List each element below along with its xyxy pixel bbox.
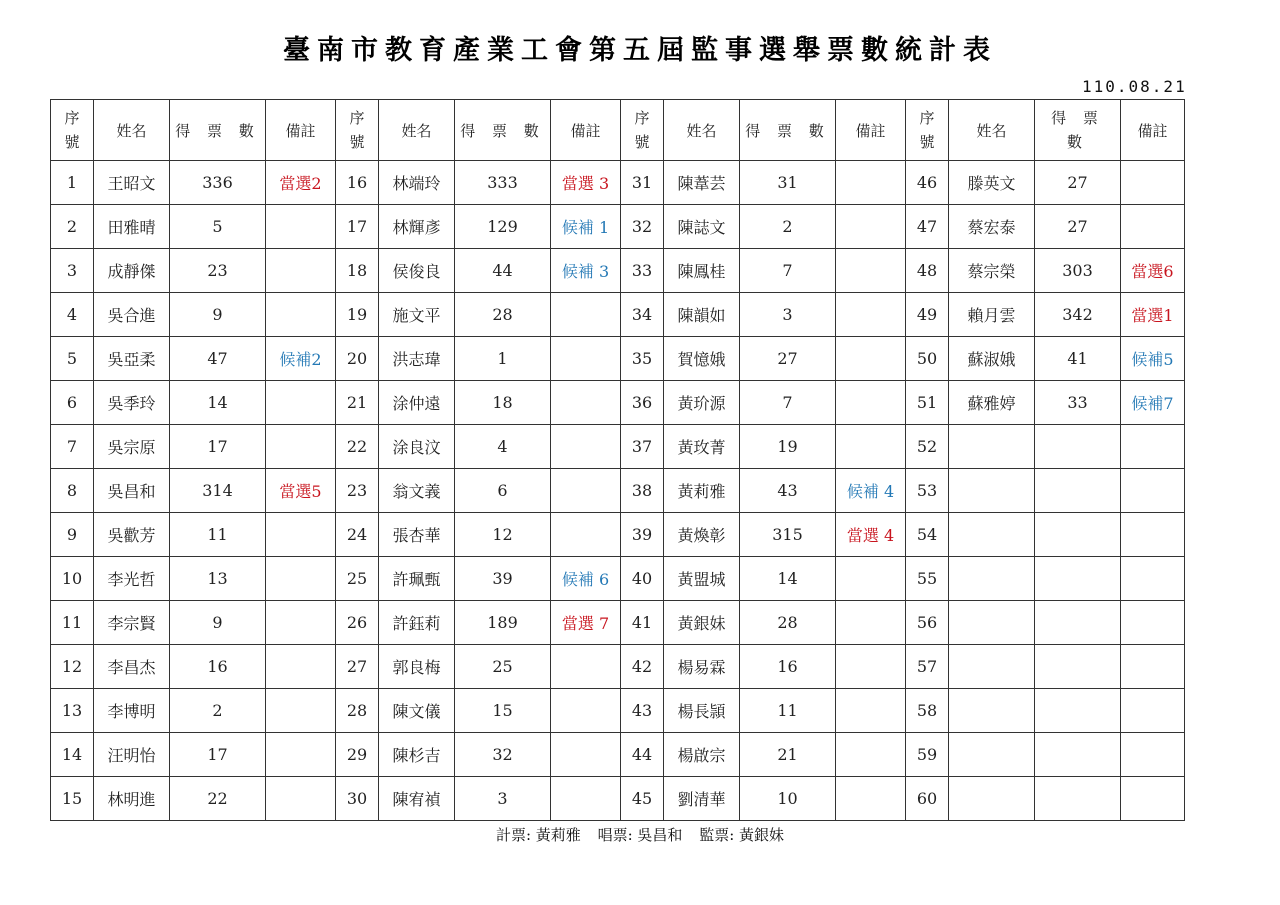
footer-caller: 唱票: 吳昌和 [597, 826, 683, 844]
table-row [51, 469, 1185, 513]
table-row [51, 249, 1185, 293]
header-votes: 得 票 數 [170, 100, 266, 161]
name-cell: 汪明怡 [94, 733, 170, 777]
votes-cell: 303 [1035, 249, 1121, 293]
seq-cell: 7 [51, 425, 94, 469]
note-cell [1121, 513, 1185, 557]
votes-cell: 12 [455, 513, 551, 557]
header-note: 備註 [266, 100, 336, 161]
note-cell [551, 469, 621, 513]
note-cell [836, 733, 906, 777]
note-cell [551, 381, 621, 425]
table-row [51, 645, 1185, 689]
seq-cell: 19 [336, 293, 379, 337]
seq-cell: 23 [336, 469, 379, 513]
seq-cell: 52 [906, 425, 949, 469]
note-cell [551, 645, 621, 689]
seq-cell: 1 [51, 161, 94, 205]
note-cell [836, 777, 906, 821]
seq-cell: 30 [336, 777, 379, 821]
votes-cell [1035, 777, 1121, 821]
votes-cell: 32 [455, 733, 551, 777]
name-cell: 李光哲 [94, 557, 170, 601]
note-cell: 當選 3 [551, 161, 621, 205]
votes-cell: 17 [170, 425, 266, 469]
seq-cell: 40 [621, 557, 664, 601]
seq-cell: 20 [336, 337, 379, 381]
votes-cell: 4 [455, 425, 551, 469]
name-cell: 林端玲 [379, 161, 455, 205]
note-cell [266, 733, 336, 777]
name-cell: 滕英文 [949, 161, 1035, 205]
note-cell: 候補 3 [551, 249, 621, 293]
header-note: 備註 [836, 100, 906, 161]
table-row [51, 689, 1185, 733]
name-cell: 黃玠源 [664, 381, 740, 425]
votes-cell: 17 [170, 733, 266, 777]
votes-cell: 31 [740, 161, 836, 205]
seq-cell: 17 [336, 205, 379, 249]
votes-cell: 15 [455, 689, 551, 733]
note-cell [836, 205, 906, 249]
seq-cell: 34 [621, 293, 664, 337]
name-cell: 蘇雅婷 [949, 381, 1035, 425]
name-cell: 吳昌和 [94, 469, 170, 513]
note-cell [836, 293, 906, 337]
note-cell [266, 425, 336, 469]
votes-cell: 6 [455, 469, 551, 513]
votes-cell: 21 [740, 733, 836, 777]
note-cell [1121, 645, 1185, 689]
note-cell [266, 601, 336, 645]
name-cell: 蘇淑娥 [949, 337, 1035, 381]
seq-cell: 58 [906, 689, 949, 733]
name-cell: 侯俊良 [379, 249, 455, 293]
note-cell: 當選5 [266, 469, 336, 513]
note-cell: 當選6 [1121, 249, 1185, 293]
votes-cell [1035, 601, 1121, 645]
name-cell: 涂良汶 [379, 425, 455, 469]
note-cell: 候補 6 [551, 557, 621, 601]
name-cell [949, 425, 1035, 469]
seq-cell: 60 [906, 777, 949, 821]
footer-signatures [0, 824, 1280, 845]
note-cell [551, 425, 621, 469]
seq-cell: 54 [906, 513, 949, 557]
note-cell [1121, 557, 1185, 601]
note-cell [1121, 161, 1185, 205]
name-cell [949, 601, 1035, 645]
note-cell [1121, 733, 1185, 777]
votes-cell: 25 [455, 645, 551, 689]
votes-cell: 16 [170, 645, 266, 689]
votes-cell: 16 [740, 645, 836, 689]
note-cell: 當選 7 [551, 601, 621, 645]
seq-cell: 11 [51, 601, 94, 645]
seq-cell: 38 [621, 469, 664, 513]
name-cell: 涂仲遠 [379, 381, 455, 425]
name-cell: 黃盟城 [664, 557, 740, 601]
note-cell [266, 689, 336, 733]
table-row [51, 513, 1185, 557]
document-title: 臺南市教育產業工會第五屆監事選舉票數統計表 [283, 35, 997, 66]
seq-cell: 14 [51, 733, 94, 777]
name-cell: 洪志瑋 [379, 337, 455, 381]
votes-cell: 14 [170, 381, 266, 425]
name-cell: 黃銀妹 [664, 601, 740, 645]
header-name: 姓名 [949, 100, 1035, 161]
seq-cell: 28 [336, 689, 379, 733]
header-note: 備註 [551, 100, 621, 161]
note-cell [551, 777, 621, 821]
name-cell: 施文平 [379, 293, 455, 337]
seq-cell: 42 [621, 645, 664, 689]
name-cell: 張杏華 [379, 513, 455, 557]
votes-cell [1035, 513, 1121, 557]
note-cell: 候補2 [266, 337, 336, 381]
note-cell [551, 293, 621, 337]
note-cell: 當選 4 [836, 513, 906, 557]
votes-cell: 27 [1035, 205, 1121, 249]
seq-cell: 6 [51, 381, 94, 425]
seq-cell: 33 [621, 249, 664, 293]
name-cell: 李博明 [94, 689, 170, 733]
seq-cell: 5 [51, 337, 94, 381]
seq-cell: 45 [621, 777, 664, 821]
header-votes: 得 票 數 [455, 100, 551, 161]
name-cell: 成靜傑 [94, 249, 170, 293]
seq-cell: 18 [336, 249, 379, 293]
note-cell: 候補7 [1121, 381, 1185, 425]
header-seq: 序 號 [906, 100, 949, 161]
seq-cell: 4 [51, 293, 94, 337]
table-row [51, 601, 1185, 645]
name-cell: 陳誌文 [664, 205, 740, 249]
header-name: 姓名 [664, 100, 740, 161]
note-cell [836, 249, 906, 293]
header-seq: 序 號 [621, 100, 664, 161]
votes-cell: 28 [455, 293, 551, 337]
name-cell: 王昭文 [94, 161, 170, 205]
seq-cell: 44 [621, 733, 664, 777]
votes-cell: 189 [455, 601, 551, 645]
note-cell [1121, 601, 1185, 645]
votes-cell [1035, 425, 1121, 469]
votes-cell: 18 [455, 381, 551, 425]
seq-cell: 29 [336, 733, 379, 777]
note-cell: 當選1 [1121, 293, 1185, 337]
note-cell [836, 645, 906, 689]
seq-cell: 31 [621, 161, 664, 205]
votes-cell: 314 [170, 469, 266, 513]
note-cell [551, 337, 621, 381]
name-cell [949, 469, 1035, 513]
votes-cell: 19 [740, 425, 836, 469]
name-cell: 李宗賢 [94, 601, 170, 645]
note-cell [836, 425, 906, 469]
seq-cell: 27 [336, 645, 379, 689]
votes-cell: 41 [1035, 337, 1121, 381]
note-cell: 候補 1 [551, 205, 621, 249]
seq-cell: 41 [621, 601, 664, 645]
name-cell: 楊啟宗 [664, 733, 740, 777]
votes-cell: 28 [740, 601, 836, 645]
votes-cell [1035, 645, 1121, 689]
note-cell [836, 337, 906, 381]
table-row [51, 381, 1185, 425]
seq-cell: 48 [906, 249, 949, 293]
seq-cell: 47 [906, 205, 949, 249]
seq-cell: 37 [621, 425, 664, 469]
votes-cell: 14 [740, 557, 836, 601]
name-cell: 陳韻如 [664, 293, 740, 337]
votes-cell: 27 [740, 337, 836, 381]
seq-cell: 13 [51, 689, 94, 733]
name-cell: 黃煥彰 [664, 513, 740, 557]
name-cell: 黃玫菁 [664, 425, 740, 469]
name-cell: 陳杉吉 [379, 733, 455, 777]
table-row [51, 777, 1185, 821]
votes-cell: 44 [455, 249, 551, 293]
votes-cell [1035, 689, 1121, 733]
seq-cell: 3 [51, 249, 94, 293]
seq-cell: 8 [51, 469, 94, 513]
header-votes: 得 票 數 [1035, 100, 1121, 161]
name-cell: 李昌杰 [94, 645, 170, 689]
name-cell: 吳季玲 [94, 381, 170, 425]
name-cell: 陳宥禎 [379, 777, 455, 821]
votes-cell: 333 [455, 161, 551, 205]
votes-cell: 23 [170, 249, 266, 293]
seq-cell: 22 [336, 425, 379, 469]
header-votes: 得 票 數 [740, 100, 836, 161]
name-cell [949, 689, 1035, 733]
seq-cell: 57 [906, 645, 949, 689]
footer-counter: 計票: 黃莉雅 [495, 826, 581, 844]
votes-cell: 2 [170, 689, 266, 733]
name-cell: 楊易霖 [664, 645, 740, 689]
name-cell: 陳鳳桂 [664, 249, 740, 293]
seq-cell: 43 [621, 689, 664, 733]
note-cell [266, 381, 336, 425]
seq-cell: 39 [621, 513, 664, 557]
seq-cell: 35 [621, 337, 664, 381]
votes-cell: 3 [455, 777, 551, 821]
votes-cell: 7 [740, 249, 836, 293]
table-row [51, 733, 1185, 777]
note-cell [1121, 425, 1185, 469]
seq-cell: 15 [51, 777, 94, 821]
name-cell [949, 645, 1035, 689]
seq-cell: 53 [906, 469, 949, 513]
votes-cell: 342 [1035, 293, 1121, 337]
seq-cell: 21 [336, 381, 379, 425]
document-date: 110.08.21 [1082, 77, 1187, 96]
name-cell: 楊長頴 [664, 689, 740, 733]
name-cell: 林輝彥 [379, 205, 455, 249]
header-seq: 序 號 [336, 100, 379, 161]
vote-count-table [50, 99, 1185, 821]
note-cell [551, 733, 621, 777]
note-cell [551, 689, 621, 733]
note-cell [266, 293, 336, 337]
note-cell [836, 381, 906, 425]
seq-cell: 32 [621, 205, 664, 249]
votes-cell: 33 [1035, 381, 1121, 425]
note-cell [266, 249, 336, 293]
note-cell [836, 161, 906, 205]
votes-cell: 2 [740, 205, 836, 249]
note-cell: 候補 4 [836, 469, 906, 513]
name-cell: 許珮甄 [379, 557, 455, 601]
seq-cell: 24 [336, 513, 379, 557]
note-cell [836, 557, 906, 601]
table-row [51, 425, 1185, 469]
name-cell: 賴月雲 [949, 293, 1035, 337]
table-header-row [51, 100, 1185, 161]
name-cell: 吳宗原 [94, 425, 170, 469]
note-cell [1121, 777, 1185, 821]
name-cell [949, 777, 1035, 821]
name-cell: 陳葦芸 [664, 161, 740, 205]
votes-cell: 336 [170, 161, 266, 205]
name-cell: 賀憶娥 [664, 337, 740, 381]
votes-cell: 1 [455, 337, 551, 381]
name-cell: 劉清華 [664, 777, 740, 821]
votes-cell: 7 [740, 381, 836, 425]
seq-cell: 51 [906, 381, 949, 425]
seq-cell: 9 [51, 513, 94, 557]
name-cell [949, 557, 1035, 601]
name-cell [949, 733, 1035, 777]
note-cell [266, 777, 336, 821]
note-cell [266, 557, 336, 601]
seq-cell: 26 [336, 601, 379, 645]
name-cell: 翁文義 [379, 469, 455, 513]
seq-cell: 25 [336, 557, 379, 601]
name-cell: 蔡宗榮 [949, 249, 1035, 293]
header-seq: 序 號 [51, 100, 94, 161]
note-cell [1121, 689, 1185, 733]
seq-cell: 50 [906, 337, 949, 381]
votes-cell: 11 [740, 689, 836, 733]
votes-cell [1035, 557, 1121, 601]
name-cell: 郭良梅 [379, 645, 455, 689]
votes-cell: 10 [740, 777, 836, 821]
seq-cell: 10 [51, 557, 94, 601]
name-cell [949, 513, 1035, 557]
votes-cell: 5 [170, 205, 266, 249]
votes-cell [1035, 733, 1121, 777]
name-cell: 吳亞柔 [94, 337, 170, 381]
seq-cell: 16 [336, 161, 379, 205]
votes-cell: 47 [170, 337, 266, 381]
header-name: 姓名 [94, 100, 170, 161]
note-cell [266, 205, 336, 249]
name-cell: 林明進 [94, 777, 170, 821]
note-cell [266, 513, 336, 557]
name-cell: 陳文儀 [379, 689, 455, 733]
votes-cell: 22 [170, 777, 266, 821]
note-cell [1121, 469, 1185, 513]
votes-cell: 27 [1035, 161, 1121, 205]
seq-cell: 49 [906, 293, 949, 337]
name-cell: 吳合進 [94, 293, 170, 337]
votes-cell: 13 [170, 557, 266, 601]
votes-cell: 9 [170, 601, 266, 645]
note-cell [836, 601, 906, 645]
name-cell: 蔡宏泰 [949, 205, 1035, 249]
note-cell [266, 645, 336, 689]
note-cell [1121, 205, 1185, 249]
votes-cell: 39 [455, 557, 551, 601]
note-cell [836, 689, 906, 733]
table-row [51, 161, 1185, 205]
name-cell: 吳歡芳 [94, 513, 170, 557]
name-cell: 許鈺莉 [379, 601, 455, 645]
votes-cell: 9 [170, 293, 266, 337]
seq-cell: 36 [621, 381, 664, 425]
seq-cell: 46 [906, 161, 949, 205]
table-row [51, 205, 1185, 249]
note-cell: 當選2 [266, 161, 336, 205]
seq-cell: 59 [906, 733, 949, 777]
votes-cell: 3 [740, 293, 836, 337]
table-row [51, 293, 1185, 337]
header-note: 備註 [1121, 100, 1185, 161]
seq-cell: 12 [51, 645, 94, 689]
votes-cell [1035, 469, 1121, 513]
name-cell: 黃莉雅 [664, 469, 740, 513]
votes-cell: 129 [455, 205, 551, 249]
table-row [51, 337, 1185, 381]
note-cell: 候補5 [1121, 337, 1185, 381]
votes-cell: 43 [740, 469, 836, 513]
votes-cell: 315 [740, 513, 836, 557]
header-name: 姓名 [379, 100, 455, 161]
name-cell: 田雅晴 [94, 205, 170, 249]
seq-cell: 56 [906, 601, 949, 645]
table-row [51, 557, 1185, 601]
seq-cell: 55 [906, 557, 949, 601]
footer-supervisor: 監票: 黃銀妹 [699, 826, 785, 844]
seq-cell: 2 [51, 205, 94, 249]
note-cell [551, 513, 621, 557]
votes-cell: 11 [170, 513, 266, 557]
